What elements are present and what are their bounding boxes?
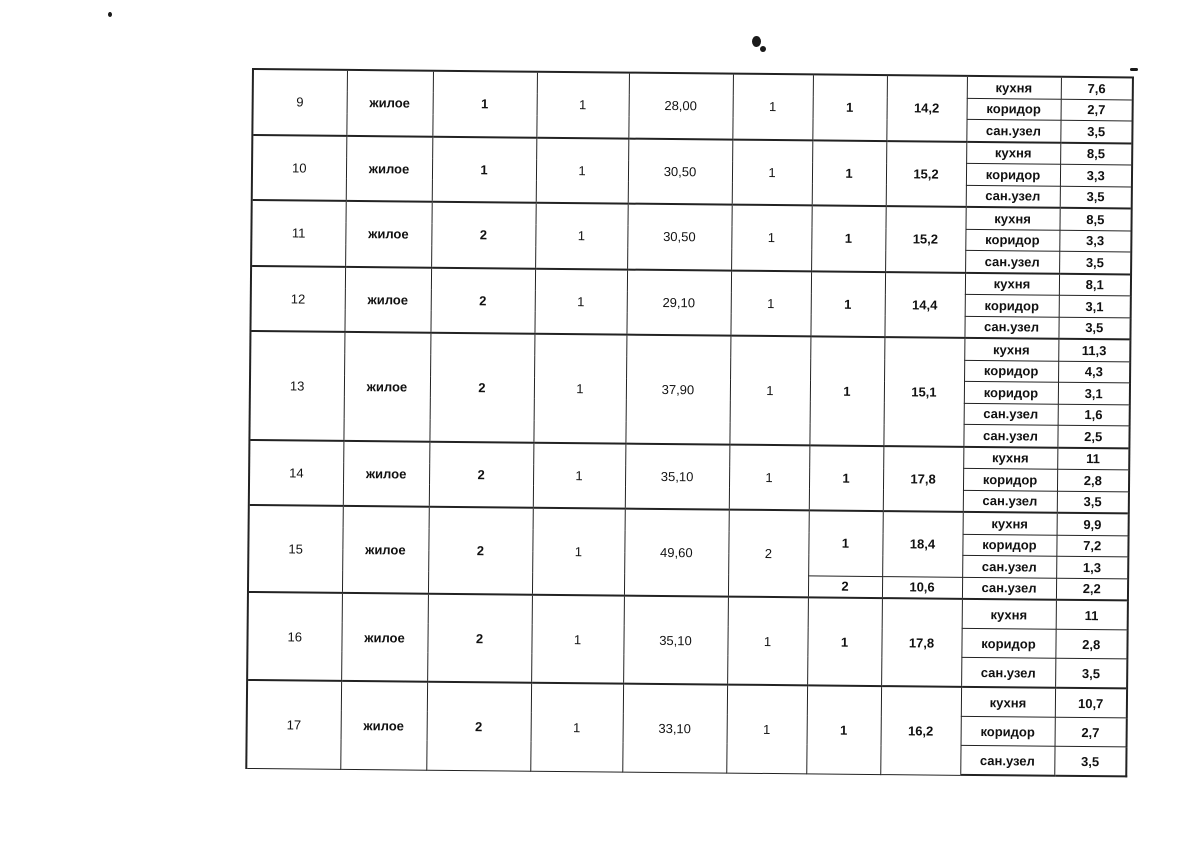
premises-type: жилое <box>343 440 430 506</box>
aux-room-area: 3,5 <box>1057 491 1129 514</box>
apartment-number: 12 <box>250 266 345 332</box>
table-row <box>253 69 1133 99</box>
room-number: 1 <box>807 597 882 686</box>
col3-value: 2 <box>428 507 533 595</box>
aux-room-area: 3,1 <box>1059 295 1131 317</box>
aux-room-name: коридор <box>965 229 1059 251</box>
premises-type: жилое <box>344 266 431 332</box>
total-area: 28,00 <box>628 73 733 139</box>
apartment-number: 15 <box>248 505 343 593</box>
total-area: 49,60 <box>624 509 729 597</box>
aux-room-name: кухня <box>963 512 1057 535</box>
rooms-count: 1 <box>729 336 810 445</box>
aux-room-name: сан.узел <box>966 119 1060 142</box>
total-area: 35,10 <box>623 596 728 685</box>
aux-room-area: 11 <box>1056 600 1128 630</box>
col3-value: 2 <box>429 441 534 507</box>
rooms-count: 1 <box>731 205 812 271</box>
room-number: 1 <box>809 336 884 445</box>
aux-room-name: коридор <box>961 716 1055 746</box>
aux-room-area: 1,3 <box>1056 556 1128 578</box>
aux-room-area: 11,3 <box>1058 339 1130 362</box>
col3-value: 2 <box>427 594 532 683</box>
aux-room-name: сан.узел <box>966 185 1060 208</box>
room-area: 16,2 <box>880 686 961 775</box>
rooms-count: 1 <box>730 270 811 336</box>
room-area: 17,8 <box>883 446 964 512</box>
aux-room-name: сан.узел <box>964 316 1058 339</box>
rooms-count: 1 <box>732 74 813 140</box>
aux-room-name: коридор <box>967 98 1061 120</box>
apartment-number: 9 <box>252 69 347 135</box>
room-number: 1 <box>808 510 883 576</box>
room-area: 14,2 <box>886 75 967 141</box>
aux-room-name: сан.узел <box>960 745 1054 775</box>
aux-room-name: сан.узел <box>965 250 1059 273</box>
aux-room-name: коридор <box>962 534 1056 556</box>
aux-room-area: 9,9 <box>1057 513 1129 536</box>
apartment-table <box>245 68 1134 777</box>
room-area: 18,4 <box>882 511 963 577</box>
aux-room-area: 4,3 <box>1058 361 1130 383</box>
col3-value: 2 <box>429 333 534 442</box>
aux-room-name: коридор <box>963 468 1057 490</box>
premises-type: жилое <box>346 70 433 136</box>
aux-room-area: 8,5 <box>1059 208 1131 231</box>
aux-room-name: коридор <box>961 628 1055 658</box>
col4-value: 1 <box>536 72 629 138</box>
aux-room-area: 3,5 <box>1059 251 1131 274</box>
total-area: 37,90 <box>625 335 730 444</box>
aux-room-area: 3,5 <box>1060 186 1132 209</box>
aux-room-area: 1,6 <box>1058 404 1130 426</box>
rooms-count: 2 <box>728 510 809 598</box>
rooms-count: 1 <box>732 139 813 205</box>
col4-value: 1 <box>536 137 629 203</box>
aux-room-area: 8,5 <box>1060 142 1132 165</box>
aux-room-area: 2,7 <box>1061 99 1133 121</box>
aux-room-area: 7,2 <box>1056 535 1128 557</box>
scan-speck <box>1130 68 1138 71</box>
aux-room-area: 2,2 <box>1056 578 1128 601</box>
apartment-number: 13 <box>249 331 344 440</box>
aux-room-area: 2,8 <box>1057 469 1129 491</box>
aux-room-area: 2,5 <box>1057 425 1129 448</box>
aux-room-area: 10,7 <box>1055 688 1127 718</box>
room-area: 17,8 <box>881 598 962 687</box>
col4-value: 1 <box>530 683 623 772</box>
scan-speck <box>752 36 761 47</box>
aux-room-name: коридор <box>964 360 1058 382</box>
room-number: 1 <box>811 205 886 271</box>
room-number: 1 <box>806 685 881 774</box>
apartment-number: 14 <box>249 439 344 505</box>
aux-room-name: сан.узел <box>961 657 1055 687</box>
rooms-count: 1 <box>726 685 807 774</box>
aux-room-name: коридор <box>964 381 1058 403</box>
aux-room-area: 3,5 <box>1055 658 1127 688</box>
aux-room-area: 7,6 <box>1061 77 1133 100</box>
scan-speck <box>760 46 766 52</box>
aux-room-name: кухня <box>966 141 1060 164</box>
aux-room-name: кухня <box>961 687 1055 717</box>
total-area: 33,10 <box>622 684 727 773</box>
col4-value: 1 <box>534 268 627 334</box>
apartment-table-sheet <box>245 68 1134 777</box>
room-area: 14,4 <box>884 272 965 338</box>
aux-room-area: 2,7 <box>1055 717 1127 747</box>
total-area: 30,50 <box>628 138 733 204</box>
aux-room-area: 3,3 <box>1060 164 1132 186</box>
aux-room-area: 3,1 <box>1058 382 1130 404</box>
col4-value: 1 <box>532 508 625 596</box>
aux-room-name: кухня <box>967 76 1061 99</box>
col3-value: 1 <box>432 136 537 202</box>
aux-room-name: коридор <box>965 294 1059 316</box>
aux-room-name: кухня <box>965 272 1059 295</box>
aux-room-name: кухня <box>963 446 1057 469</box>
room-area: 15,2 <box>886 141 967 207</box>
col4-value: 1 <box>533 334 626 443</box>
premises-type: жилое <box>345 201 432 267</box>
room-number: 1 <box>810 271 885 337</box>
total-area: 29,10 <box>626 269 731 335</box>
col4-value: 1 <box>531 595 624 684</box>
aux-room-area: 3,5 <box>1058 317 1130 340</box>
premises-type: жилое <box>346 135 433 201</box>
room-area: 10,6 <box>882 576 962 599</box>
scan-speck <box>108 12 112 17</box>
aux-room-area: 11 <box>1057 447 1129 470</box>
col4-value: 1 <box>533 442 626 508</box>
aux-room-name: сан.узел <box>963 490 1057 513</box>
apartment-number: 11 <box>251 200 346 266</box>
aux-room-area: 3,3 <box>1059 230 1131 252</box>
premises-type: жилое <box>343 332 430 441</box>
aux-room-name: сан.узел <box>964 403 1058 425</box>
rooms-count: 1 <box>729 444 810 510</box>
room-number: 1 <box>812 140 887 206</box>
room-number: 1 <box>812 74 887 140</box>
total-area: 30,50 <box>627 204 732 270</box>
aux-room-name: коридор <box>966 163 1060 185</box>
aux-room-area: 2,8 <box>1055 629 1127 659</box>
room-number: 1 <box>809 445 884 511</box>
aux-room-area: 3,5 <box>1060 120 1132 143</box>
apartment-number: 10 <box>252 135 347 201</box>
aux-room-name: кухня <box>964 338 1058 361</box>
aux-room-name: сан.узел <box>962 555 1056 577</box>
room-area: 15,1 <box>883 337 964 446</box>
col3-value: 2 <box>431 202 536 268</box>
room-number: 2 <box>808 575 882 598</box>
room-area: 15,2 <box>885 206 966 272</box>
col4-value: 1 <box>535 203 628 269</box>
aux-room-name: сан.узел <box>962 577 1056 600</box>
aux-room-area: 3,5 <box>1054 746 1126 776</box>
total-area: 35,10 <box>625 443 730 509</box>
aux-room-area: 8,1 <box>1059 273 1131 296</box>
col3-value: 2 <box>426 682 531 771</box>
col3-value: 1 <box>432 71 537 137</box>
rooms-count: 1 <box>727 597 808 686</box>
aux-room-name: кухня <box>962 599 1056 629</box>
aux-room-name: сан.узел <box>963 424 1057 447</box>
premises-type: жилое <box>342 506 429 594</box>
col3-value: 2 <box>430 267 535 333</box>
premises-type: жилое <box>341 593 428 682</box>
apartment-table-body <box>246 69 1133 776</box>
aux-room-name: кухня <box>965 207 1059 230</box>
apartment-number: 17 <box>246 680 341 769</box>
premises-type: жилое <box>340 681 427 770</box>
apartment-number: 16 <box>247 592 342 681</box>
